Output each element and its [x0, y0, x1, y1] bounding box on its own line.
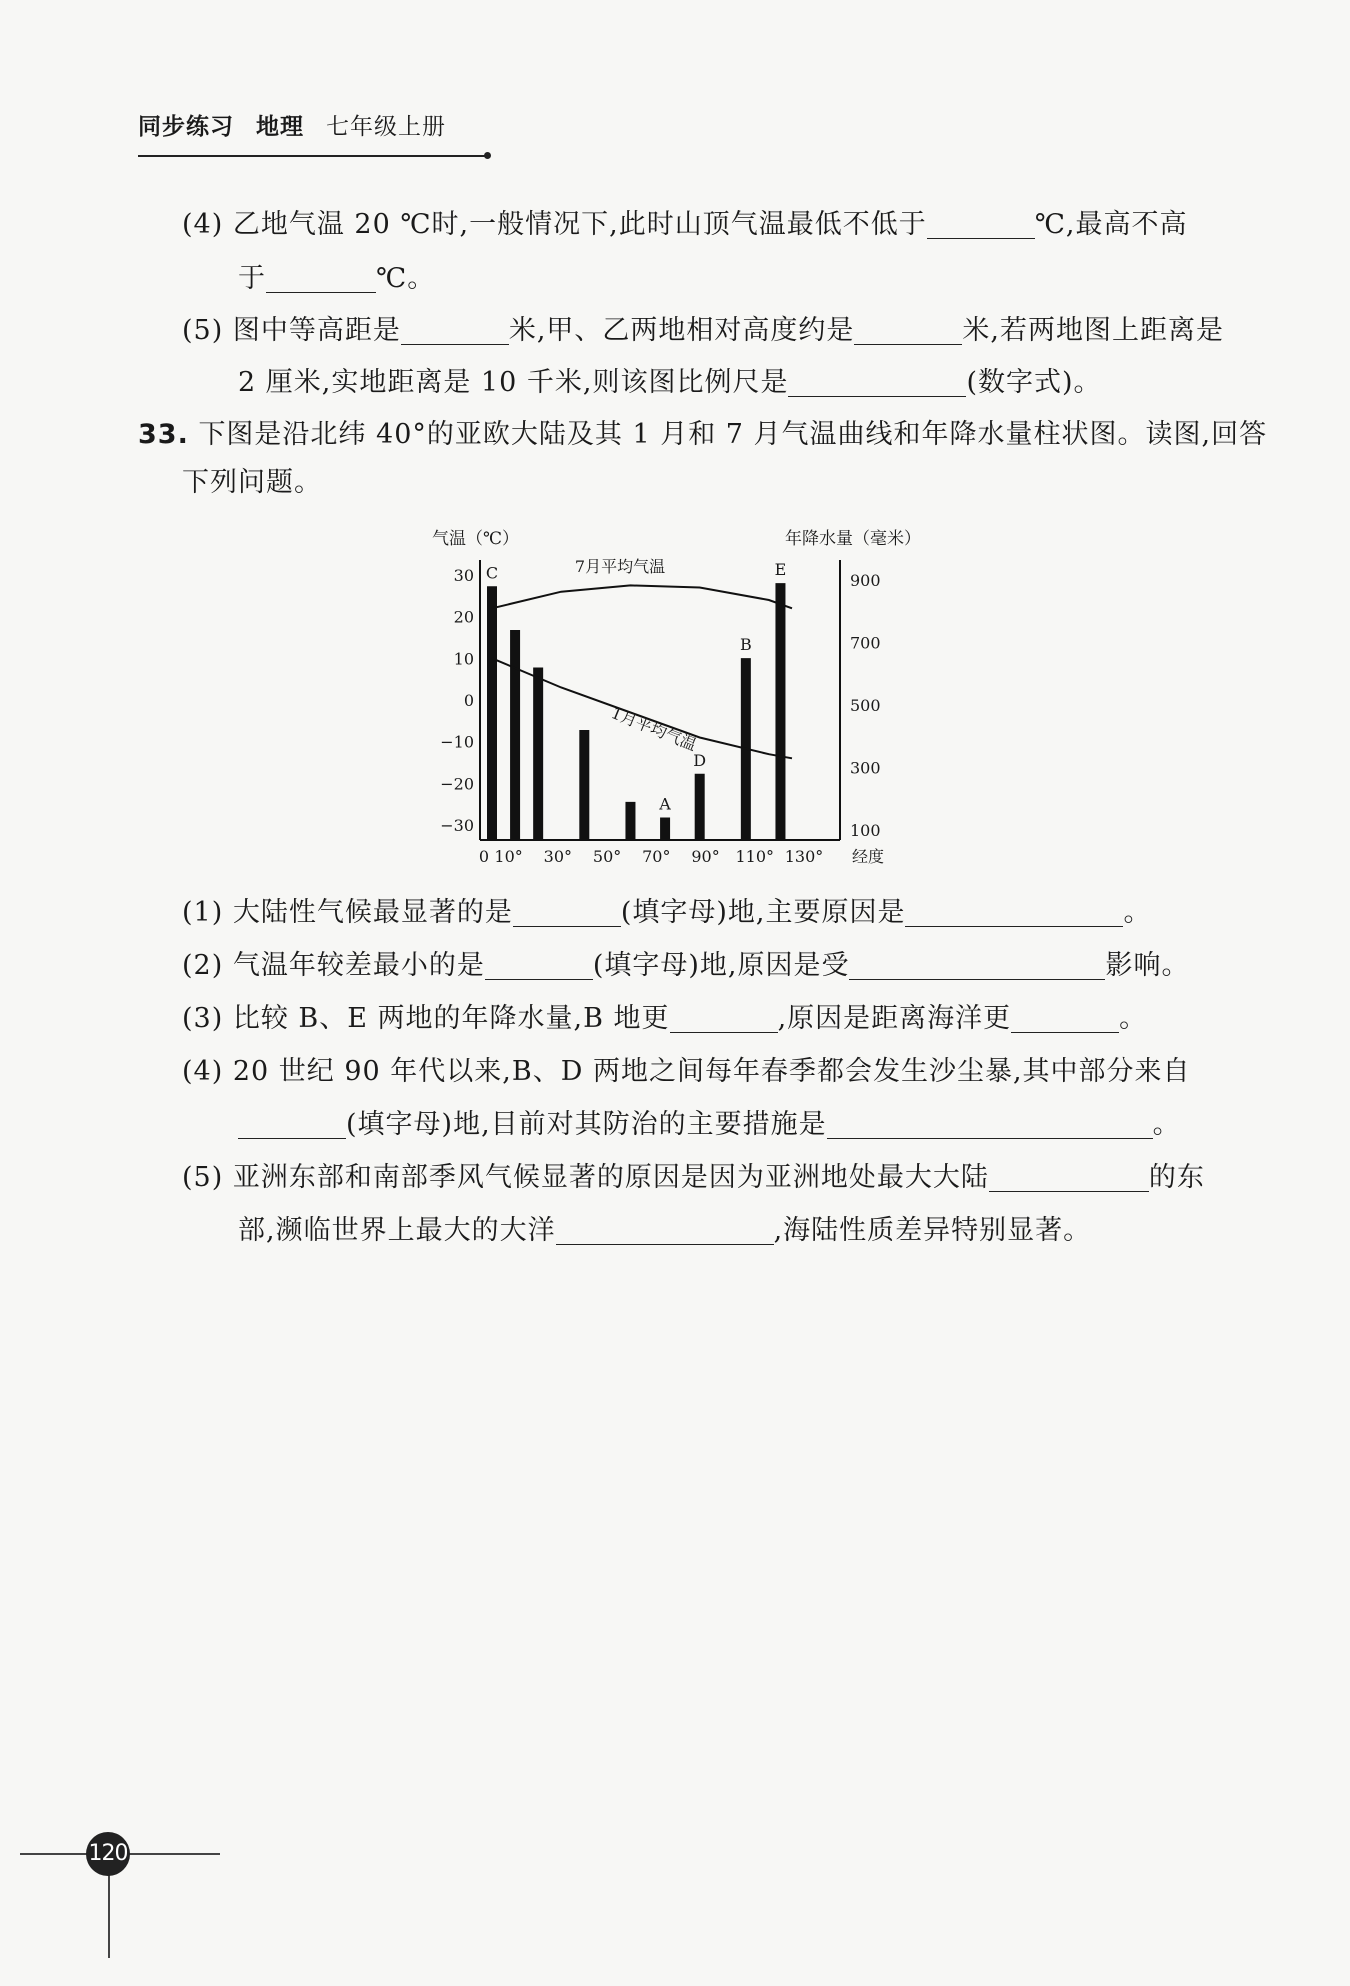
- book-title: 同步练习: [138, 114, 234, 140]
- q33-sub3: (3) 比较 B、E 两地的年降水量,B 地更 ,原因是距离海洋更 。: [182, 1003, 1148, 1034]
- q32-part5-line2: 2 厘米,实地距离是 10 千米,则该图比例尺是 (数字式)。: [238, 367, 1102, 398]
- bar-label: A: [659, 794, 671, 814]
- answer-blank[interactable]: [989, 1163, 1149, 1192]
- running-header: [138, 108, 446, 141]
- x-axis-label: 经度: [851, 847, 885, 866]
- right-tick-label: 100: [850, 821, 881, 840]
- left-tick-label: −30: [440, 816, 474, 835]
- precip-bar: [775, 583, 785, 840]
- right-tick-label: 700: [850, 633, 881, 653]
- q33-sub1: (1) 大陆性气候最显著的是 (填字母)地,主要原因是 。: [182, 897, 1152, 928]
- x-tick-label: 110°: [735, 847, 775, 866]
- right-tick-label: 900: [850, 571, 881, 590]
- answer-blank[interactable]: [905, 898, 1123, 927]
- precip-bar: [695, 774, 705, 840]
- header-rule: [138, 155, 488, 157]
- q32-part5-line1: (5) 图中等高距是 米,甲、乙两地相对高度约是 米,若两地图上距离是: [182, 315, 1225, 346]
- answer-blank[interactable]: [513, 898, 621, 927]
- x-tick-label: 30°: [543, 847, 573, 866]
- answer-blank[interactable]: [849, 951, 1105, 980]
- page-number-marker: [20, 1820, 220, 1960]
- answer-blank[interactable]: [788, 368, 966, 397]
- left-axis-label: 气温（℃）: [432, 529, 520, 549]
- q33-stem-line2: 下列问题。: [182, 467, 322, 498]
- answer-blank[interactable]: [266, 264, 376, 293]
- left-tick-label: 0: [463, 691, 474, 710]
- right-tick-label: 500: [850, 696, 881, 715]
- answer-blank[interactable]: [854, 316, 962, 345]
- bar-label: B: [739, 635, 752, 655]
- left-tick-label: 30: [453, 566, 474, 585]
- answer-blank[interactable]: [827, 1110, 1153, 1139]
- left-tick-label: 20: [453, 607, 474, 627]
- x-tick-label: 70°: [642, 847, 671, 866]
- answer-blank[interactable]: [238, 1110, 346, 1139]
- left-tick-label: 10: [453, 649, 474, 669]
- q33-sub4-line2: (填字母)地,目前对其防治的主要措施是 。: [238, 1102, 1181, 1141]
- january-curve-label: 1月平均气温: [608, 703, 700, 755]
- right-tick-label: 300: [850, 758, 881, 778]
- precip-bar: [533, 668, 543, 841]
- climate-chart: [420, 520, 940, 870]
- question-number: 33.: [138, 419, 189, 450]
- x-tick-label: 0: [478, 847, 490, 866]
- answer-blank[interactable]: [401, 316, 509, 345]
- page-number: 120: [86, 1832, 130, 1876]
- answer-blank[interactable]: [670, 1004, 778, 1033]
- q33-sub2: (2) 气温年较差最小的是 (填字母)地,原因是受 影响。: [182, 950, 1190, 981]
- x-tick-label: 10°: [494, 847, 523, 866]
- q33-sub4-line1: (4) 20 世纪 90 年代以来,B、D 两地之间每年春季都会发生沙尘暴,其中部分来自: [182, 1056, 1191, 1087]
- answer-blank[interactable]: [485, 951, 593, 980]
- q33-sub5-line1: (5) 亚洲东部和南部季风气候显著的原因是因为亚洲地处最大大陆 的东: [182, 1162, 1205, 1193]
- right-axis-label: 年降水量（毫米）: [785, 529, 921, 549]
- left-tick-label: −10: [440, 732, 474, 752]
- q33-sub5-line2: 部,濒临世界上最大的大洋 ,海陆性质差异特别显著。: [238, 1215, 1092, 1246]
- x-tick-label: 130°: [784, 847, 824, 866]
- precip-bar: [625, 802, 635, 840]
- answer-blank[interactable]: [927, 210, 1035, 239]
- x-tick-label: 50°: [592, 847, 622, 866]
- x-tick-label: 90°: [691, 847, 720, 866]
- bar-label: D: [693, 750, 707, 770]
- july-curve-label: 7月平均气温: [574, 557, 666, 576]
- bar-label: E: [774, 560, 787, 580]
- answer-blank[interactable]: [1011, 1004, 1119, 1033]
- header-rule-dot: [484, 152, 491, 159]
- q33-stem-line1: 33. 下图是沿北纬 40°的亚欧大陆及其 1 月和 7 月气温曲线和年降水量柱状图。读图,回答: [138, 419, 1268, 450]
- subject: 地理: [256, 114, 304, 140]
- answer-blank[interactable]: [556, 1216, 774, 1245]
- july-temp-curve: [492, 585, 792, 608]
- precip-bar: [660, 818, 670, 841]
- precip-bar: [510, 630, 520, 840]
- q32-part4-line1: (4) 乙地气温 20 ℃时,一般情况下,此时山顶气温最低不低于 ℃,最高不高: [182, 209, 1188, 240]
- bar-label: C: [485, 563, 499, 583]
- q32-part4-line2: 于 ℃。: [238, 263, 436, 294]
- left-tick-label: −20: [440, 774, 474, 794]
- grade: 七年级上册: [326, 114, 446, 140]
- precip-bar: [487, 586, 497, 840]
- precip-bar: [579, 730, 589, 840]
